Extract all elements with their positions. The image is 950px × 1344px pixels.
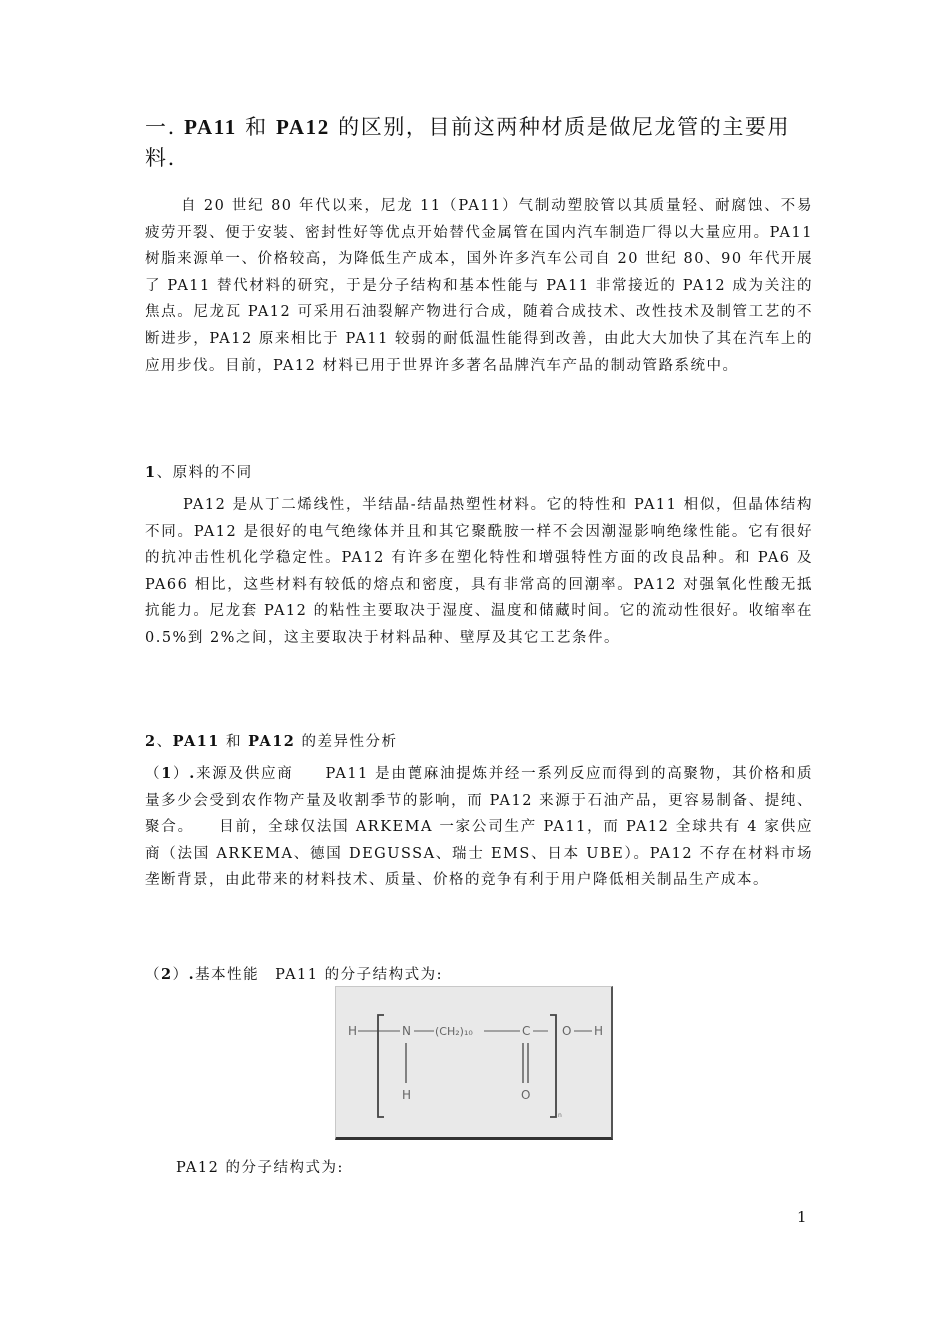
section2-pa12: PA12: [248, 733, 296, 750]
sub2-gap: [259, 967, 275, 983]
atom-h-right: H: [594, 1024, 604, 1038]
repeat-subscript: n: [558, 1112, 562, 1119]
sub2-dot: .: [188, 966, 196, 983]
section2-rest: 的差异性分析: [295, 734, 398, 750]
subsection2-line: [145, 962, 813, 989]
atom-o-bottom: O: [521, 1088, 531, 1102]
section1-paragraph: PA12 是从丁二烯线性，半结晶-结晶热塑性材料。它的特性和 PA11 相似，但晶体结构不同。PA12 是很好的电气绝缘体并且和其它聚酰胺一样不会因潮湿影响绝缘性能。它有很好的抗冲击性机化学稳定性。PA12 有许多在塑化特性和增强特性方面的改良品种。和 PA6 及 PA66 相比，这些材料有较低的熔点和密度，具有非常高的回潮率。PA12 对强氧化性酸无抵抗能力。尼龙套 PA12 的粘性主要取决于湿度、温度和储藏时间。它的流动性很好。收缩率在 0.5%到 2%之间，这主要取决于材料品种、壁厚及其它工艺条件。: [145, 497, 813, 646]
sub2-number: 2: [161, 966, 173, 983]
atom-h-left: H: [348, 1024, 358, 1038]
sub1-dot: .: [189, 765, 196, 782]
atom-o: O: [562, 1024, 572, 1038]
section2-number: 2: [145, 733, 157, 750]
section2-heading: [145, 729, 813, 756]
subsection1-paragraph: [145, 761, 813, 894]
group-ch2: (CH₂)₁₀: [435, 1025, 473, 1038]
section2-sep: 、: [156, 734, 173, 750]
sub1-open: （: [145, 766, 162, 782]
sub1-title: 来源及供应商: [195, 766, 294, 782]
atom-n: N: [402, 1024, 411, 1038]
pa11-structure-figure: [335, 986, 613, 1140]
sub2-title: 基本性能: [195, 967, 260, 983]
section1-title: 、原料的不同: [156, 465, 253, 481]
right-bracket: [550, 1015, 556, 1117]
sub1-close: ）: [172, 766, 190, 782]
heading-rest: 的区别，目前这两种材质是做尼龙管的主要用料.: [145, 115, 791, 170]
pa11-structure-diagram: [336, 987, 612, 1137]
intro-paragraph: 自 20 世纪 80 年代以来，尼龙 11（PA11）气制动塑胶管以其质量轻、耐腐蚀、不易疲劳开裂、便于安装、密封性好等优点开始替代金属管在国内汽车制造厂得以大量应用。PA11 树脂来源单一、价格较高，为降低生产成本，国外许多汽车公司自 20 世纪 80、90 年代开展了 PA11 替代材料的研究，于是分子结构和基本性能与 PA11 非常接近的 PA12 成为关注的焦点。尼龙瓦 PA12 可采用石油裂解产物进行合成，随着合成技术、改性技术及制管工艺的不断进步，PA12 原来相比于 PA11 较弱的耐低温性能得到改善，由此大大加快了其在汽车上的应用步伐。目前，PA12 材料已用于世界许多著名品牌汽车产品的制动管路系统中。: [145, 198, 813, 374]
sub1-body: PA11 是由蓖麻油提炼并经一系列反应而得到的高聚物，其价格和质量多少会受到农作物产量及收割季节的影响，而 PA12 来源于石油产品，更容易制备、提纯、聚合。 目前，全球仅法国 ARKEMA 一家公司生产 PA11，而 PA12 全球共有 4 家供应商（法国 ARKEMA、德国 DEGUSSA、瑞士 EMS、日本 UBE）。PA12 不存在材料市场垄断背景，由此带来的材料技术、质量、价格的竞争有利于用户降低相关制品生产成本。: [145, 766, 814, 889]
heading-prefix: 一.: [145, 115, 185, 139]
atom-h-bottom: H: [402, 1088, 412, 1102]
left-bracket: [378, 1015, 384, 1117]
section2-and: 和: [219, 734, 249, 750]
heading-pa11: PA11: [184, 115, 237, 139]
sub1-gap: [293, 766, 325, 782]
sub2-open: （: [145, 967, 161, 983]
section1-number: 1: [145, 464, 157, 481]
heading-and: 和: [236, 115, 276, 139]
sub2-close: ）: [172, 967, 189, 983]
pa12-caption: PA12 的分子结构式为:: [176, 1160, 344, 1176]
section2-pa11: PA11: [172, 733, 220, 750]
document-heading: [145, 112, 815, 174]
sub1-number: 1: [161, 765, 173, 782]
sub2-body: PA11 的分子结构式为:: [275, 967, 443, 983]
section1-heading: [145, 460, 813, 487]
page-number: 1: [797, 1208, 807, 1226]
atom-c: C: [522, 1024, 531, 1038]
heading-pa12: PA12: [276, 115, 330, 139]
